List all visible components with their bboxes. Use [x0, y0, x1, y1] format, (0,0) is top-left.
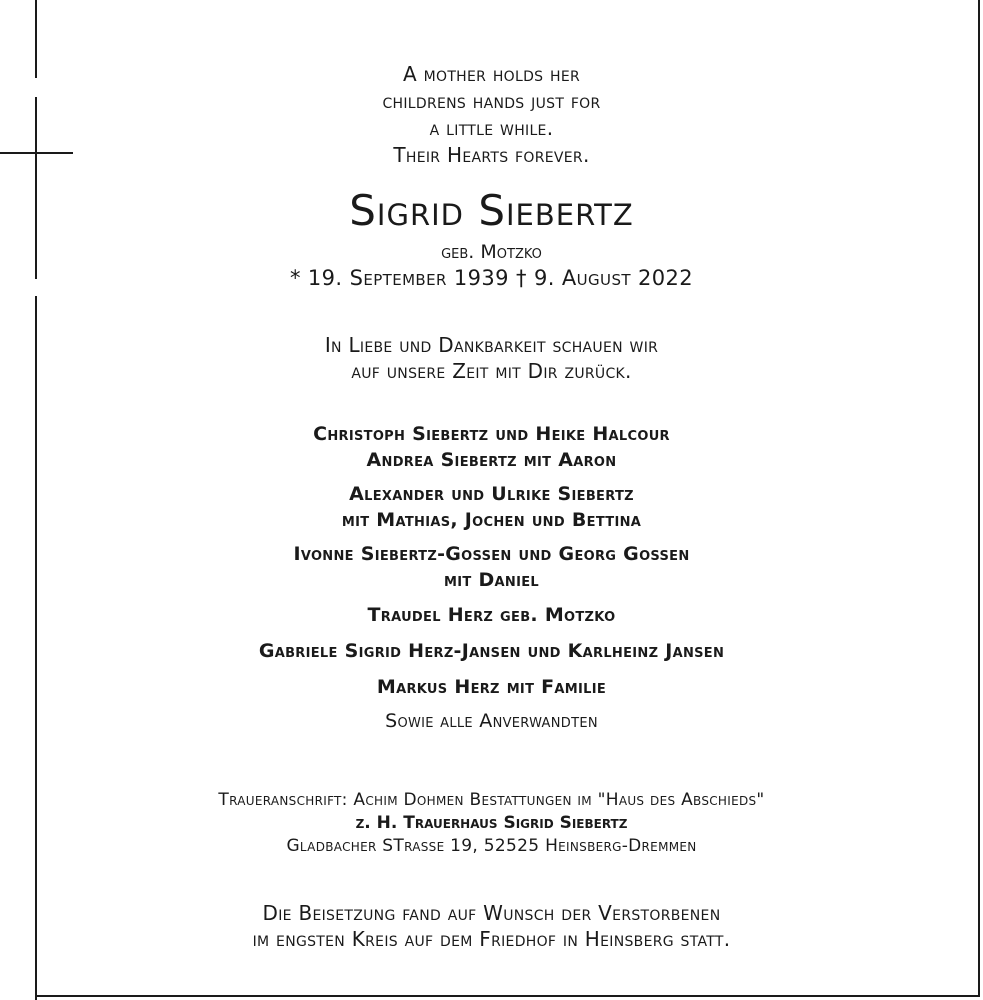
address-recipient: z. H. Trauerhaus Sigrid Siebertz [355, 813, 628, 833]
gratitude-line: In Liebe und Dankbarkeit schauen wir [324, 333, 659, 357]
address-street: Gladbacher STrasse 19, 52525 Heinsberg-Dremmen [286, 836, 697, 856]
family-line: mit Daniel [444, 569, 539, 591]
closing-line: im engsten Kreis auf dem Friedhof in Heinsberg statt. [252, 927, 731, 951]
family-line: Traudel Herz geb. Motzko [367, 604, 616, 626]
deceased-name: Sigrid Siebertz [349, 186, 634, 235]
address-line: Traueranschrift: Achim Dohmen Bestattungen im "Haus des Abschieds" [218, 790, 765, 810]
family-line: Andrea Siebertz mit Aaron [366, 449, 617, 471]
life-dates: * 19. September 1939 † 9. August 2022 [289, 266, 694, 290]
poem-line: a little while. [429, 116, 554, 140]
family-line: Christoph Siebertz und Heike Halcour [313, 423, 670, 445]
poem-line: A mother holds her [402, 62, 581, 86]
poem-line: Their Hearts forever. [393, 143, 590, 167]
maiden-name: geb. Motzko [441, 241, 542, 263]
poem-line: childrens hands just for [382, 89, 601, 113]
family-line: Markus Herz mit Familie [376, 676, 607, 698]
family-line: Ivonne Siebertz-Gossen und Georg Gossen [293, 543, 690, 565]
gratitude-line: auf unsere Zeit mit Dir zurück. [351, 359, 632, 383]
family-line: Gabriele Sigrid Herz-Jansen und Karlheinz Jansen [258, 640, 725, 662]
relatives-line: Sowie alle Anverwandten [385, 710, 598, 732]
closing-line: Die Beisetzung fand auf Wunsch der Verstorbenen [262, 901, 721, 925]
family-line: mit Mathias, Jochen und Bettina [341, 509, 642, 531]
family-line: Alexander und Ulrike Siebertz [349, 483, 634, 505]
